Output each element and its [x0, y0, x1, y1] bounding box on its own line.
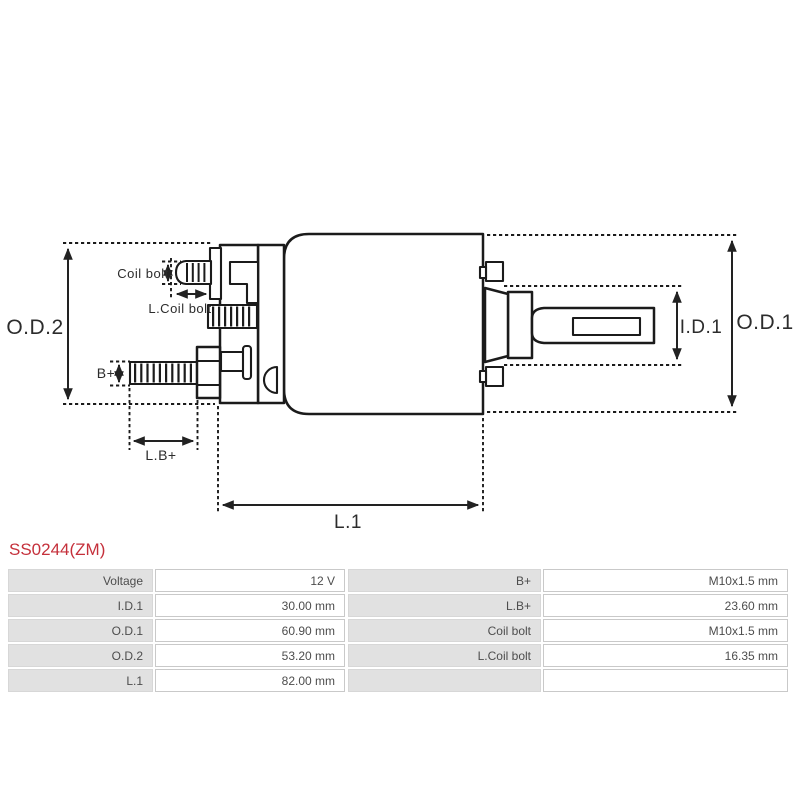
- spec-label-cell: L.1: [8, 669, 153, 692]
- end-cap: [480, 262, 532, 386]
- label-od2: O.D.2: [6, 316, 64, 339]
- spec-label-cell: I.D.1: [8, 594, 153, 617]
- spec-value-cell: 82.00 mm: [155, 669, 345, 692]
- label-l1: L.1: [334, 512, 362, 533]
- part-number: SS0244(ZM): [9, 540, 106, 559]
- spec-label-cell: B+: [348, 569, 541, 592]
- coil-bolt-terminal: [176, 261, 211, 284]
- spec-value-cell: 23.60 mm: [543, 594, 788, 617]
- spec-label-cell: O.D.1: [8, 619, 153, 642]
- label-od1: O.D.1: [736, 311, 794, 334]
- coil-thread-block: [208, 305, 257, 328]
- spec-value-cell: 30.00 mm: [155, 594, 345, 617]
- spec-label-cell: L.B+: [348, 594, 541, 617]
- spec-value-cell: 16.35 mm: [543, 644, 788, 667]
- label-l-coil-bolt: L.Coil bolt: [148, 301, 212, 316]
- spec-value-cell: 12 V: [155, 569, 345, 592]
- spec-label-cell: Voltage: [8, 569, 153, 592]
- label-lb-plus: L.B+: [145, 447, 177, 463]
- label-coil-bolt: Coil bolt: [117, 266, 169, 281]
- plunger-shaft: [532, 308, 654, 343]
- spec-table-left: [8, 569, 345, 692]
- spec-table-right: [348, 569, 788, 692]
- spec-label-cell: L.Coil bolt: [348, 644, 541, 667]
- solenoid-body: [284, 234, 483, 414]
- spec-value-cell: 53.20 mm: [155, 644, 345, 667]
- spec-tables: [8, 569, 788, 692]
- spec-label-cell: Coil bolt: [348, 619, 541, 642]
- label-b-plus: B+: [96, 365, 116, 381]
- spec-value-cell: 60.90 mm: [155, 619, 345, 642]
- label-id1: I.D.1: [679, 317, 723, 338]
- spec-label-cell: [348, 669, 541, 692]
- spec-value-cell: [543, 669, 788, 692]
- spec-value-cell: M10x1.5 mm: [543, 619, 788, 642]
- spec-label-cell: O.D.2: [8, 644, 153, 667]
- spec-value-cell: M10x1.5 mm: [543, 569, 788, 592]
